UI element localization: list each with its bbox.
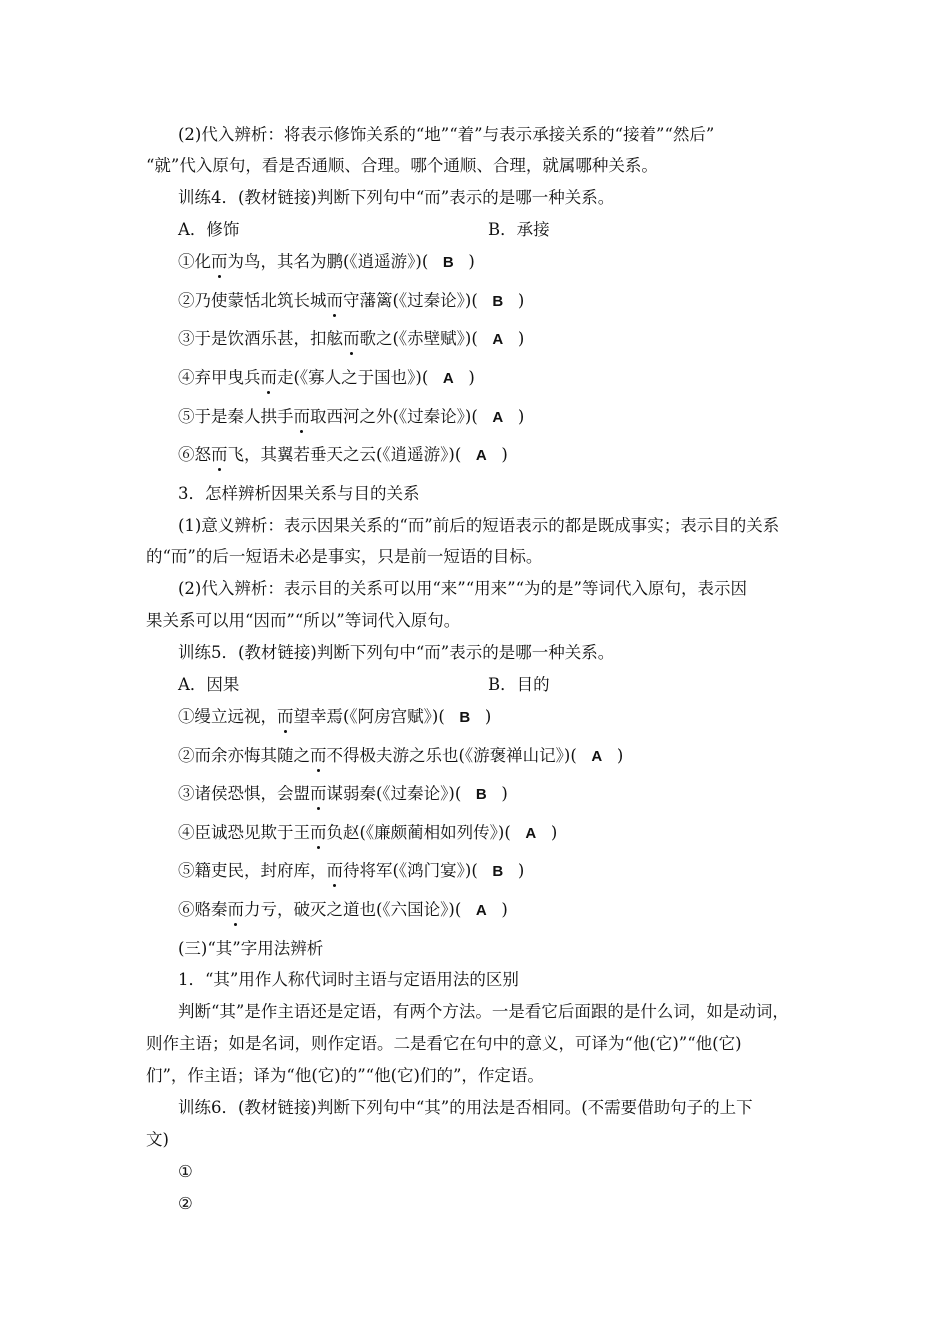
emphasis-char: 而 [211, 445, 228, 464]
emphasis-char: 而 [227, 900, 244, 919]
section-heading: (三)“其”字用法辨析 [178, 939, 324, 958]
emphasis-char: 而 [211, 252, 228, 271]
answer: B [475, 786, 487, 803]
exercise-item: ②而余亦悔其随之而不得极夫游之乐也(《游褒禅山记》)( A ) [178, 745, 623, 768]
exercise-item: ⑥赂秦而力亏，破灭之道也(《六国论》)( A ) [178, 899, 508, 922]
exercise-item: ⑥怒而飞，其翼若垂天之云(《逍遥游》)( A ) [178, 444, 508, 467]
answer: B [459, 709, 471, 726]
answer: A [442, 370, 454, 387]
emphasis-char: 而 [326, 861, 343, 880]
emphasis-char: 而 [310, 746, 327, 765]
emphasis-char: 而 [310, 823, 327, 842]
answer: A [475, 447, 487, 464]
option-b: B．目的 [488, 675, 550, 694]
section-heading: 3．怎样辨析因果关系与目的关系 [178, 484, 420, 503]
exercise-item: ⑤于是秦人拱手而取西河之外(《过秦论》)( A ) [178, 406, 524, 429]
paragraph-line: “就”代入原句，看是否通顺、合理。哪个通顺、合理，就属哪种关系。 [146, 156, 658, 175]
paragraph-line: 们”，作主语；译为“他(它)的”“他(它)们的”，作定语。 [146, 1066, 544, 1085]
exercise-item: ②乃使蒙恬北筑长城而守藩篱(《过秦论》)( B ) [178, 290, 524, 313]
exercise-item: ①缦立远视，而望幸焉(《阿房宫赋》)( B ) [178, 706, 491, 729]
answer: A [591, 748, 603, 765]
emphasis-char: 而 [260, 368, 277, 387]
answer: B [492, 293, 504, 310]
answer: A [492, 331, 504, 348]
exercise-item: ①化而为鸟，其名为鹏(《逍遥游》)( B ) [178, 251, 475, 274]
exercise-item: ③诸侯恐惧，会盟而谋弱秦(《过秦论》)( B ) [178, 783, 508, 806]
exercise-item: ④臣诚恐见欺于王而负赵(《廉颇蔺相如列传》)( A ) [178, 822, 557, 845]
option-b: B．承接 [488, 220, 550, 239]
emphasis-char: 而 [310, 784, 327, 803]
option-a: A．修饰 [178, 220, 240, 239]
emphasis-char: 而 [293, 407, 310, 426]
exercise-item: ② [178, 1194, 193, 1213]
paragraph-line: (2)代入辨析：表示目的关系可以用“来”“用来”“为的是”等词代入原句，表示因 [178, 579, 747, 598]
exercise-item: ⑤籍吏民，封府库，而待将军(《鸿门宴》)( B ) [178, 860, 524, 883]
paragraph-line: 则作主语；如是名词，则作定语。二是看它在句中的意义，可译为“他(它)”“他(它) [146, 1034, 742, 1053]
answer: B [492, 863, 504, 880]
answer: B [442, 254, 454, 271]
exercise-item: ① [178, 1162, 193, 1181]
answer: A [525, 825, 537, 842]
answer: A [475, 902, 487, 919]
option-a: A．因果 [178, 675, 240, 694]
paragraph-line: 果关系可以用“因而”“所以”等词代入原句。 [146, 611, 461, 630]
paragraph-line: (2)代入辨析：将表示修饰关系的“地”“着”与表示承接关系的“接着”“然后” [178, 125, 715, 144]
answer: A [492, 409, 504, 426]
exercise-title-cont: 文) [146, 1130, 169, 1149]
subsection-heading: 1．“其”用作人称代词时主语与定语用法的区别 [178, 970, 519, 989]
paragraph-line: (1)意义辨析：表示因果关系的“而”前后的短语表示的都是既成事实；表示目的关系 [178, 516, 780, 535]
paragraph-line: 的“而”的后一短语未必是事实，只是前一短语的目标。 [146, 547, 543, 566]
paragraph-line: 判断“其”是作主语还是定语，有两个方法。一是看它后面跟的是什么词，如是动词， [178, 1002, 789, 1021]
exercise-item: ③于是饮酒乐甚，扣舷而歌之(《赤壁赋》)( A ) [178, 328, 524, 351]
exercise-item: ④弃甲曳兵而走(《寡人之于国也》)( A ) [178, 367, 475, 390]
exercise-title: 训练5．(教材链接)判断下列句中“而”表示的是哪一种关系。 [178, 643, 615, 662]
exercise-title: 训练6．(教材链接)判断下列句中“其”的用法是否相同。(不需要借助句子的上下 [178, 1098, 753, 1117]
exercise-title: 训练4．(教材链接)判断下列句中“而”表示的是哪一种关系。 [178, 188, 615, 207]
emphasis-char: 而 [343, 329, 360, 348]
emphasis-char: 而 [277, 707, 294, 726]
emphasis-char: 而 [326, 291, 343, 310]
